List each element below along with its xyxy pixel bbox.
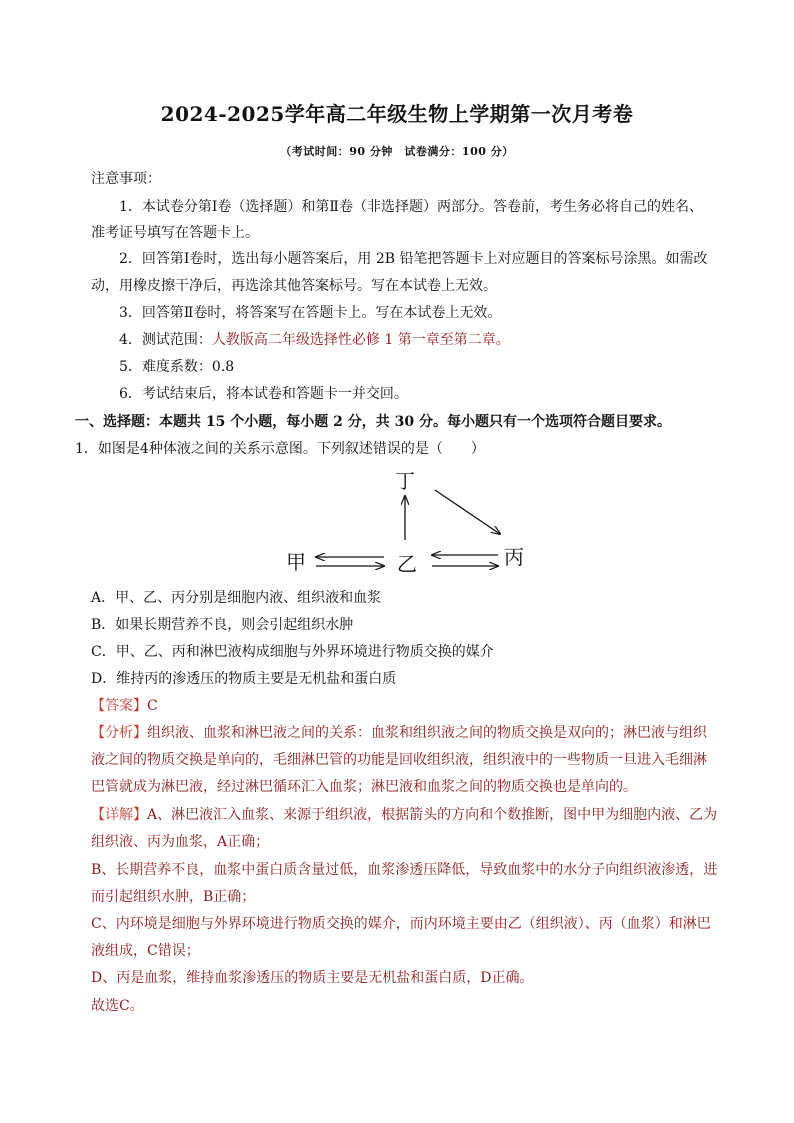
answer-line <box>91 697 158 715</box>
detail-line-1 <box>91 806 717 824</box>
detail-line-7: D、丙是血浆，维持血浆渗透压的物质主要是无机盐和蛋白质，D正确。 <box>91 970 534 986</box>
diagram-label-top: 丁 <box>395 469 415 493</box>
diagram-label-left: 甲 <box>286 550 306 574</box>
detail-text-1: A、淋巴液汇入血浆、来源于组织液，根据箭头的方向和个数推断，图中甲为细胞内液、乙为 <box>147 807 718 823</box>
notice-item-2a: 2．回答第Ⅰ卷时，选出每小题答案后，用 2B 铅笔把答题卡上对应题目的答案标号涂黑。如需改 <box>119 251 708 267</box>
question-stem: 1．如图是4种体液之间的关系示意图。下列叙述错误的是（ ） <box>75 441 485 457</box>
diagram-label-right: 丙 <box>504 545 524 569</box>
detail-label: 【详解】 <box>91 807 147 823</box>
diagram-label-middle: 乙 <box>397 552 417 576</box>
detail-line-3: B、长期营养不良，血浆中蛋白质含量过低，血浆渗透压降低，导致血浆中的水分子向组织液渗透，进 <box>91 862 718 878</box>
analysis-label: 【分析】 <box>91 725 147 741</box>
notice-item-2b: 动，用橡皮擦干净后，再选涂其他答案标号。写在本试卷上无效。 <box>91 278 497 294</box>
detail-line-5: C、内环境是细胞与外界环境进行物质交换的媒介，而内环境主要由乙（组织液）、丙（血浆）和淋巴 <box>91 916 711 932</box>
notice-item-4 <box>119 331 510 349</box>
answer-label: 【答案】 <box>91 698 147 714</box>
option-d: D．维持丙的渗透压的物质主要是无机盐和蛋白质 <box>91 671 397 687</box>
notice-item-1a: 1．本试卷分第Ⅰ卷（选择题）和第Ⅱ卷（非选择题）两部分。答卷前，考生务必将自己的姓名、 <box>119 199 703 215</box>
analysis-line-2: 液之间的物质交换是单向的，毛细淋巴管的功能是回收组织液，组织液中的一些物质一旦进入毛细淋 <box>91 752 707 768</box>
notice-item-3: 3．回答第Ⅱ卷时，将答案写在答题卡上。写在本试卷上无效。 <box>119 305 502 321</box>
detail-line-2: 组织液、丙为血浆，A正确； <box>91 834 270 850</box>
page-title: 2024-2025学年高二年级生物上学期第一次月考卷 <box>160 102 634 126</box>
notice-heading: 注意事项： <box>91 171 161 187</box>
option-c: C．甲、乙、丙和淋巴液构成细胞与外界环境进行物质交换的媒介 <box>91 644 494 660</box>
notice-item-4-prefix: 4．测试范围： <box>119 332 212 348</box>
test-scope: 人教版高二年级选择性必修 1 第一章至第二章。 <box>211 332 510 348</box>
analysis-line-1 <box>91 724 707 742</box>
conclusion: 故选C。 <box>91 998 144 1014</box>
detail-line-4: 而引起组织水肿，B正确； <box>91 889 256 905</box>
exam-info: （考试时间：90 分钟 试卷满分：100 分） <box>280 145 514 158</box>
section-heading: 一、选择题：本题共 15 个小题，每小题 2 分，共 30 分。每小题只有一个选项符合题目要求。 <box>75 414 671 430</box>
option-b: B．如果长期营养不良，则会引起组织水肿 <box>91 617 354 633</box>
arrow-top-to-right <box>435 490 500 534</box>
notice-item-5: 5．难度系数：0.8 <box>119 359 235 375</box>
analysis-text-1: 组织液、血浆和淋巴液之间的关系：血浆和组织液之间的物质交换是双向的；淋巴液与组织 <box>147 725 707 741</box>
body-fluid-diagram <box>280 462 540 587</box>
option-a: A．甲、乙、丙分别是细胞内液、组织液和血浆 <box>91 590 382 606</box>
notice-item-6: 6．考试结束后，将本试卷和答题卡一并交回。 <box>119 386 408 402</box>
analysis-line-3: 巴管就成为淋巴液，经过淋巴循环汇入血浆；淋巴液和血浆之间的物质交换也是单向的。 <box>91 779 637 795</box>
answer-value: C <box>147 698 158 714</box>
detail-line-6: 液组成，C错误； <box>91 943 200 959</box>
notice-item-1b: 准考证号填写在答题卡上。 <box>91 225 259 241</box>
